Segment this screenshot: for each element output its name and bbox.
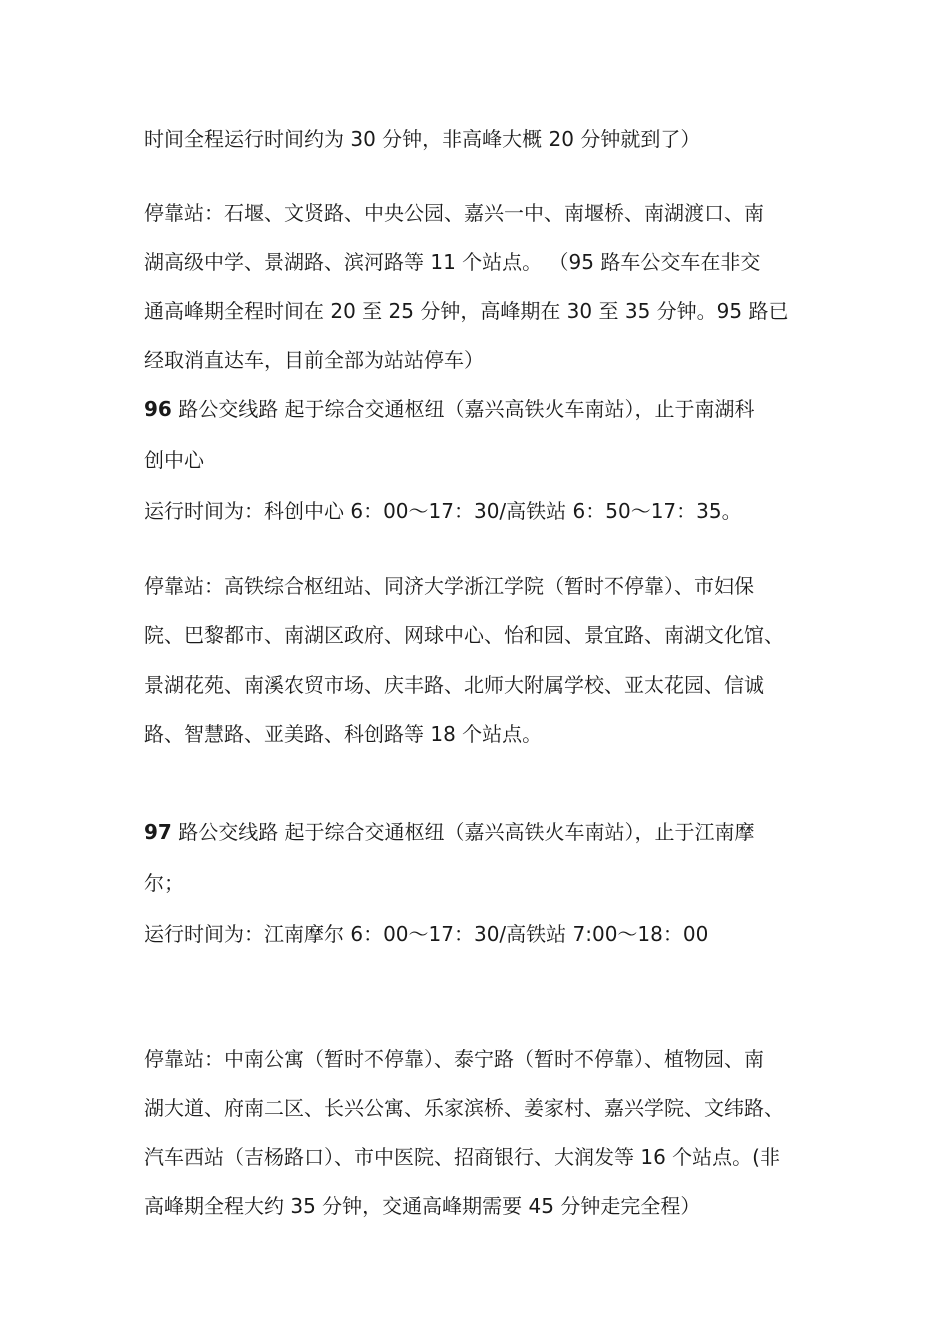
route-95-stops-line: 通高峰期全程时间在 20 至 25 分钟，高峰期在 30 至 35 分钟。95 路已 bbox=[144, 299, 789, 323]
route-96-heading-text: 路公交线路 起于综合交通枢纽（嘉兴高铁火车南站），止于南湖科 bbox=[178, 397, 755, 421]
route-96-stops-line: 停靠站：高铁综合枢纽站、同济大学浙江学院（暂时不停靠）、市妇保 bbox=[144, 574, 754, 598]
route-97-stops-line: 汽车西站（吉杨路口）、市中医院、招商银行、大润发等 16 个站点。(非 bbox=[144, 1145, 780, 1169]
route-97-stops-line: 高峰期全程大约 35 分钟，交通高峰期需要 45 分钟走完全程） bbox=[144, 1194, 701, 1218]
route-96-stops-line: 景湖花苑、南溪农贸市场、庆丰路、北师大附属学校、亚太花园、信诚 bbox=[144, 673, 764, 697]
route-97-number: 97 bbox=[144, 820, 172, 844]
route-95-stops-line: 停靠站：石堰、文贤路、中央公园、嘉兴一中、南堰桥、南湖渡口、南 bbox=[144, 201, 764, 225]
route-95-stops-line: 经取消直达车，目前全部为站站停车） bbox=[144, 348, 484, 372]
route-95-stops-line: 湖高级中学、景湖路、滨河路等 11 个站点。 （95 路车公交车在非交 bbox=[144, 250, 761, 274]
route-97-heading-line: 尔； bbox=[144, 871, 184, 895]
route-97-heading-text: 路公交线路 起于综合交通枢纽（嘉兴高铁火车南站），止于江南摩 bbox=[178, 820, 755, 844]
route-96-heading bbox=[144, 395, 755, 423]
route-97-heading bbox=[144, 818, 755, 846]
route-96-stops-line: 路、智慧路、亚美路、科创路等 18 个站点。 bbox=[144, 722, 543, 746]
route-97-stops-line: 湖大道、府南二区、长兴公寓、乐家滨桥、姜家村、嘉兴学院、文纬路、 bbox=[144, 1096, 784, 1120]
route-96-schedule: 运行时间为：科创中心 6：00～17：30/高铁站 6：50～17：35。 bbox=[144, 499, 742, 523]
route-95-text-line: 时间全程运行时间约为 30 分钟，非高峰大概 20 分钟就到了） bbox=[144, 127, 701, 151]
route-97-schedule: 运行时间为：江南摩尔 6：00～17：30/高铁站 7:00～18：00 bbox=[144, 922, 709, 946]
route-96-heading-line: 创中心 bbox=[144, 448, 204, 472]
route-96-stops-line: 院、巴黎都市、南湖区政府、网球中心、怡和园、景宜路、南湖文化馆、 bbox=[144, 623, 784, 647]
route-97-stops-line: 停靠站：中南公寓（暂时不停靠）、泰宁路（暂时不停靠）、植物园、南 bbox=[144, 1047, 764, 1071]
route-96-number: 96 bbox=[144, 397, 172, 421]
